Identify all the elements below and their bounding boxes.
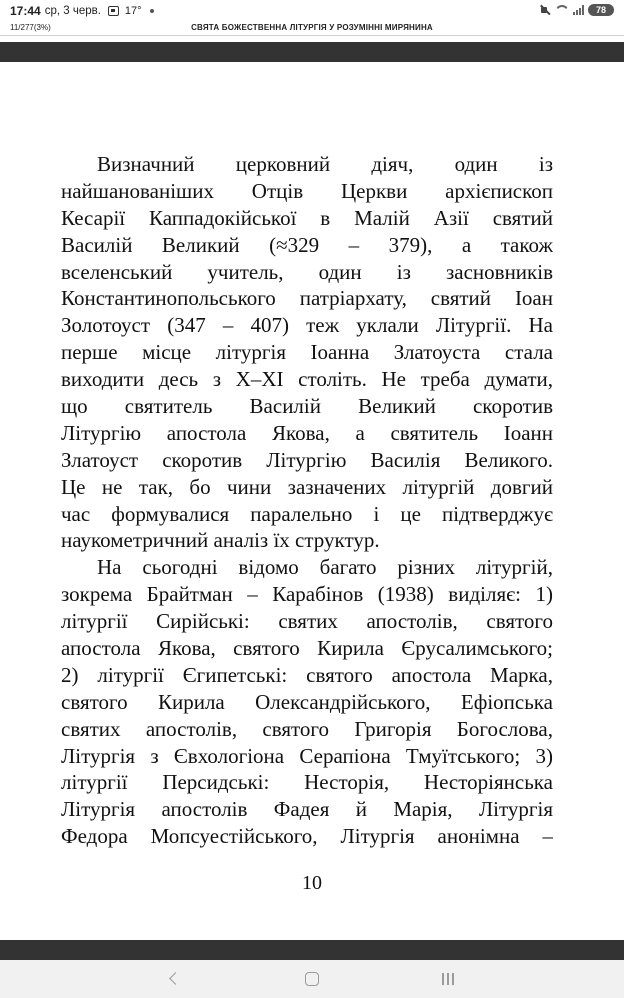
page-body[interactable] <box>61 151 553 850</box>
text-line: вселенський учитель, один із засновників <box>61 259 553 284</box>
back-button[interactable] <box>163 969 187 989</box>
home-icon <box>305 972 319 986</box>
text-line: літургії Сирійські: святих апостолів, святого <box>61 609 553 634</box>
reading-progress: 11/277(3%) <box>10 23 51 32</box>
text-line: літургії Персидські: Несторія, Несторіянська <box>61 770 553 795</box>
back-icon <box>169 972 182 985</box>
text-line: святого Кирила Олександрійського, Ефіопська <box>61 689 553 714</box>
paragraph-2 <box>61 554 553 850</box>
text-line: святих апостолів, святого Григорія Богослова, <box>61 716 553 741</box>
paragraph-1 <box>61 151 553 554</box>
text-line: зокрема Брайтман – Карабінов (1938) виділяє: 1) <box>61 582 553 607</box>
text-line: Це не так, бо чини зазначених літургій довгий <box>61 474 553 499</box>
screenshot-icon <box>108 6 119 16</box>
page-number: 10 <box>302 872 322 894</box>
status-right <box>539 4 614 16</box>
text-line: Літургія апостолів Фадея й Марія, Літургія <box>61 797 553 822</box>
text-line: виходити десь з X–XI століть. Не треба думати, <box>61 367 553 392</box>
text-line: Константинопольського патріархату, святий Іоан <box>61 286 553 311</box>
text-line: Златоуст скоротив Літургію Василія Великого. <box>61 447 553 472</box>
text-line: що святитель Василій Великий скоротив <box>61 394 553 419</box>
status-temperature: 17° <box>124 5 142 17</box>
text-line: Визначний церковний діяч, один із <box>97 152 553 176</box>
text-line: найшанованіших Отців Церкви архієпископ <box>61 178 553 203</box>
status-time: 17:44 <box>10 4 41 18</box>
battery-icon: 78 <box>588 4 614 16</box>
status-date: ср, 3 черв. <box>44 5 101 17</box>
text-line: 2) літургії Єгипетські: святого апостола Марка, <box>61 662 553 687</box>
text-line: Василій Великий (≈329 – 379), а також <box>61 232 553 257</box>
text-line: Літургія з Євхологіона Серапіона Тмуїтського; 3) <box>61 743 553 768</box>
book-title: СВЯТА БОЖЕСТВЕННА ЛІТУРГІЯ У РОЗУМІННІ МИРЯНИНА <box>191 23 433 32</box>
text-line: Золотоуст (347 – 407) теж уклали Літургії. На <box>61 313 553 338</box>
wifi-icon <box>555 5 569 15</box>
text-line: апостола Якова, святого Кирила Єрусалимського; <box>61 636 553 661</box>
system-nav-bar <box>0 960 624 998</box>
text-line: наукометричний аналіз їх структур. <box>61 528 380 553</box>
header-divider <box>0 35 624 36</box>
recents-button[interactable] <box>436 969 460 989</box>
mute-icon <box>539 4 551 16</box>
page-top-band <box>0 42 624 62</box>
reader-header <box>0 22 624 35</box>
recents-icon <box>442 973 454 985</box>
signal-icon <box>573 5 584 15</box>
text-line: час формувалися паралельно і це підтверджує <box>61 501 553 526</box>
text-line: Кесарії Каппадокійської в Малій Азії святий <box>61 205 553 230</box>
status-left <box>10 4 154 18</box>
text-line: перше місце літургія Іоанна Златоуста стала <box>61 340 553 365</box>
page-bottom-band <box>0 940 624 960</box>
status-bar <box>0 0 624 22</box>
home-button[interactable] <box>300 969 324 989</box>
text-line: Федора Мопсуестійського, Літургія анонімна – <box>61 824 553 849</box>
notification-dot-icon <box>150 9 154 13</box>
text-line: На сьогодні відомо багато різних літургій, <box>97 555 553 580</box>
text-line: Літургію апостола Якова, а святитель Іоанн <box>61 420 553 445</box>
